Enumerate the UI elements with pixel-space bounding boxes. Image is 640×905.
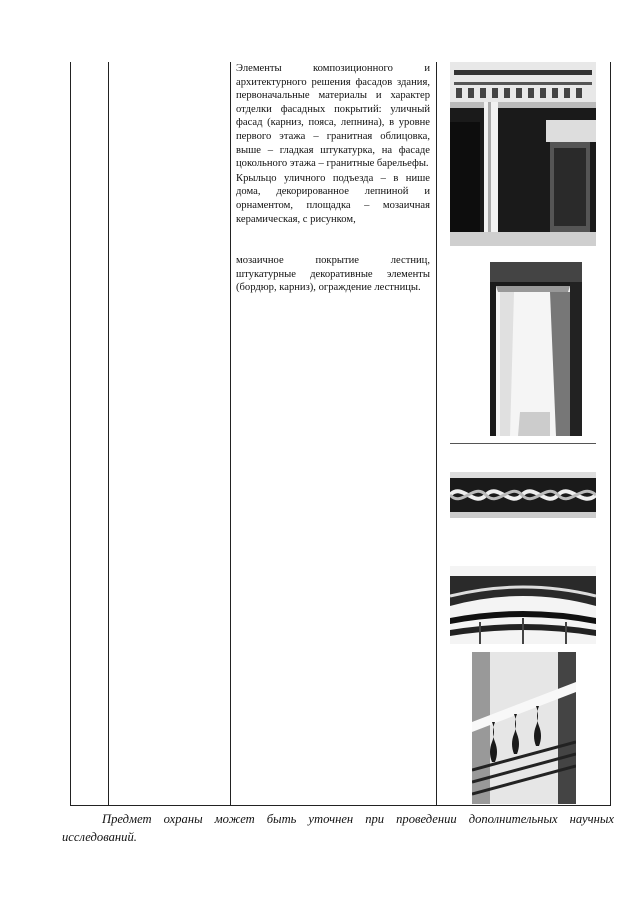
column-divider-1: [108, 62, 109, 806]
facade-photo: [450, 62, 596, 246]
entrance-niche-photo: [490, 262, 582, 436]
column-divider-3: [436, 62, 437, 806]
table-bottom-border: [70, 805, 611, 806]
protection-description: [236, 62, 430, 295]
arched-cornice-photo: [450, 566, 596, 644]
table-right-border: [610, 62, 611, 806]
footnote-text: Предмет охраны может быть уточнен при проведении дополнительных научных исследований.: [62, 812, 614, 844]
description-paragraph-facade: Элементы композиционного и архитектурного решения фасадов здания, первоначальные материалы и характер отделки фасадных покрытий: уличный фасад (карниз, пояса, лепнина), в уровне первого этажа – гранитная облицовка, выше – гладкая штукатурка, на фасаде цокольного этажа – гранитные барельефы.: [236, 63, 430, 170]
photo-separator: [450, 443, 596, 444]
column-divider-2: [230, 62, 231, 806]
ornamental-border-photo: [450, 472, 596, 518]
description-paragraph-stairs: мозаичное покрытие лестниц, штукатурные декоративные элементы (бордюр, карниз), ограждение лестницы.: [236, 255, 430, 294]
table-left-border: [70, 62, 71, 806]
footnote: [62, 810, 614, 846]
description-paragraph-porch: Крыльцо уличного подъезда – в нише дома, декорированное лепниной и орнаментом, площадка – мозаичная керамическая, с рисунком,: [236, 172, 430, 225]
stair-railing-photo: [472, 652, 576, 804]
